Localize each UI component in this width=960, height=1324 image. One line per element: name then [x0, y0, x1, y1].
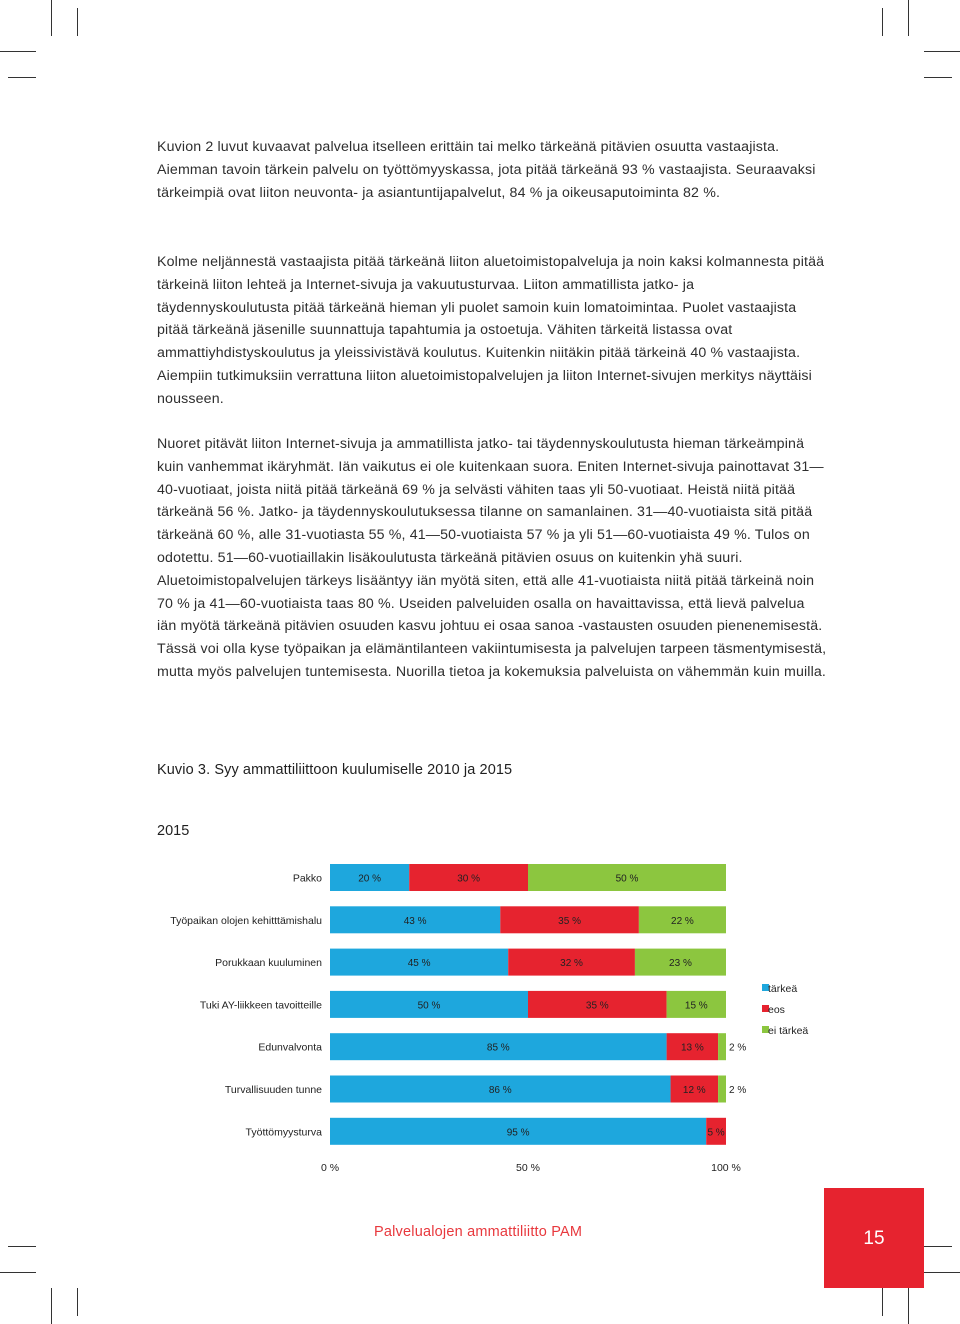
paragraph-text: Kuvion 2 luvut kuvaavat palvelua itselleen erittäin tai melko tärkeänä pitävien osuutta vastaajista. Aiemman tavoin tärkein palvelu on työttömyyskassa, jota pitää tärkeänä 93 % vastaajista. Seuraavaksi tärkeimpiä ovat liiton neuvonta- ja asiantuntijapalvelut, 84 % ja oikeusaputoiminta 82 %.	[157, 139, 816, 201]
crop-mark	[77, 1288, 78, 1316]
category-label: Porukkaan kuuluminen	[215, 957, 322, 970]
x-tick-label: 100 %	[711, 1161, 741, 1174]
crop-mark	[924, 51, 960, 52]
data-label: 13 %	[680, 1042, 704, 1054]
crop-mark	[882, 8, 883, 36]
bar-segment	[718, 1033, 726, 1060]
crop-mark	[908, 1288, 909, 1324]
footer-organization: Palvelualojen ammattiliitto PAM	[374, 1224, 583, 1240]
crop-mark	[51, 0, 52, 36]
data-label: 15 %	[684, 1000, 708, 1012]
paragraph-text: Nuoret pitävät liiton Internet-sivuja ja ammatillista jatko- tai täydennyskoulutusta hieman tärkeämpinä kuin vanhemmat ikäryhmät. Iän vaikutus ei ole kuitenkaan suora. Eniten Internet-sivuja painottavat 31—40-vuotiaat, joista niitä pitää tärkeänä 69 % ja selvästi vähiten taas yli 50-vuotiaat. Heistä niitä pitää tärkeänä 56 %. Jatko- ja täydennyskoulutuksessa tilanne on samanlainen. 31—40-vuotiaista sitä pitää tärkeänä 60 %, alle 31-vuotiasta 55 %, 41—50-vuotiaista 57 % ja yli 51—60-vuotiaista 49 %. Tulos on odotettu. 51—60-vuotiaillakin lisäkoulutusta tärkeänä pitävien osuus on kuitenkin yhä suuri. Aluetoimistopalvelujen tärkeys lisääntyy iän myötä siten, että alle 41-vuotiaista niitä pitää tärkeinä noin 70 % ja 41—60-vuotiaista taas 80 %. Useiden palveluiden osalla on havaittavissa, että lievä palvelua iän myötä tärkeänä pitävien osuuden kasvu johtuu ei osaa sanoa -vastausten osuuden pienenemisestä. Tässä voi olla kyse työpaikan ja elämäntilanteen vakiintumisesta ja palvelujen tarpeen täsmentymisestä, mutta myös palvelujen tuntemisesta. Nuorilla tietoa ja kokemuksia palveluista on vähemmän kuin muilla.	[157, 436, 827, 680]
crop-mark	[924, 1272, 960, 1273]
data-label: 30 %	[457, 873, 480, 885]
data-label: 20 %	[358, 873, 381, 885]
data-label: 85 %	[486, 1042, 510, 1054]
page-number-box	[824, 1188, 924, 1288]
body-paragraph-2	[157, 251, 827, 411]
legend-label: tärkeä	[768, 983, 798, 995]
data-label: 23 %	[669, 958, 692, 970]
data-label: 5 %	[707, 1127, 725, 1139]
data-label: 43 %	[403, 915, 427, 927]
crop-mark	[924, 77, 952, 78]
category-label: Edunvalvonta	[258, 1041, 322, 1054]
crop-mark	[0, 1272, 36, 1273]
data-label: 35 %	[585, 1000, 609, 1012]
data-label: 45 %	[407, 958, 431, 970]
category-label: Työttömyysturva	[245, 1126, 322, 1139]
bar-segment	[718, 1076, 726, 1103]
figure-year-label: 2015	[157, 823, 190, 839]
data-label: 86 %	[488, 1085, 512, 1096]
body-paragraph-1	[157, 136, 827, 204]
figure-title: Kuvio 3. Syy ammattiliittoon kuulumiselle 2010 ja 2015	[157, 762, 513, 778]
stacked-bar-chart	[0, 850, 960, 1180]
x-tick-label: 50 %	[516, 1161, 540, 1174]
category-label: Tuki AY-liikkeen tavoitteille	[199, 999, 322, 1012]
crop-mark	[8, 77, 36, 78]
crop-mark	[77, 8, 78, 36]
paragraph-text: Kolme neljännestä vastaajista pitää tärkeänä liiton aluetoimistopalveluja ja noin kaksi kolmannesta pitää tärkeinä liiton lehteä ja Internet-sivuja ja vakuutusturvaa. Liiton ammatillista jatko- ja täydennyskoulutusta pitää tärkeänä hieman yli puolet samoin kuin lomatoimintaa. Puolet vastaajista pitää tärkeänä jäsenille suunnattuja tapahtumia ja ostoetuja. Vähiten tärkeitä listassa ovat ammattiyhdistyskoulutus ja yleissivistävä koulutus. Kuitenkin niitäkin pitää tärkeinä 40 % vastaajista. Aiempiin tutkimuksiin verrattuna liiton aluetoimistopalvelujen ja liiton Internet-sivujen merkitys näyttäisi nousseen.	[157, 254, 825, 407]
crop-mark	[51, 1288, 52, 1324]
page-number: 15	[863, 1228, 885, 1249]
data-label: 12 %	[682, 1085, 706, 1096]
data-label: 32 %	[560, 958, 583, 970]
category-label: Työpaikan olojen kehitttämishalu	[170, 914, 322, 927]
category-label: Pakko	[292, 872, 322, 885]
crop-mark	[908, 0, 909, 36]
crop-mark	[882, 1288, 883, 1316]
crop-mark	[0, 51, 36, 52]
category-label: Turvallisuuden tunne	[224, 1084, 322, 1096]
data-label: 22 %	[671, 915, 694, 927]
x-tick-label: 0 %	[320, 1161, 340, 1174]
crop-mark	[924, 1246, 952, 1247]
data-label: 35 %	[558, 915, 581, 927]
body-paragraph-3	[157, 433, 827, 684]
data-label: 50 %	[615, 873, 639, 885]
data-label: 2 %	[729, 1085, 747, 1096]
data-label: 50 %	[417, 1000, 441, 1012]
data-label: 95 %	[506, 1127, 530, 1139]
legend-label: eos	[768, 1004, 785, 1016]
crop-mark	[8, 1246, 36, 1247]
data-label: 2 %	[729, 1042, 747, 1054]
legend-label: ei tärkeä	[768, 1025, 809, 1037]
